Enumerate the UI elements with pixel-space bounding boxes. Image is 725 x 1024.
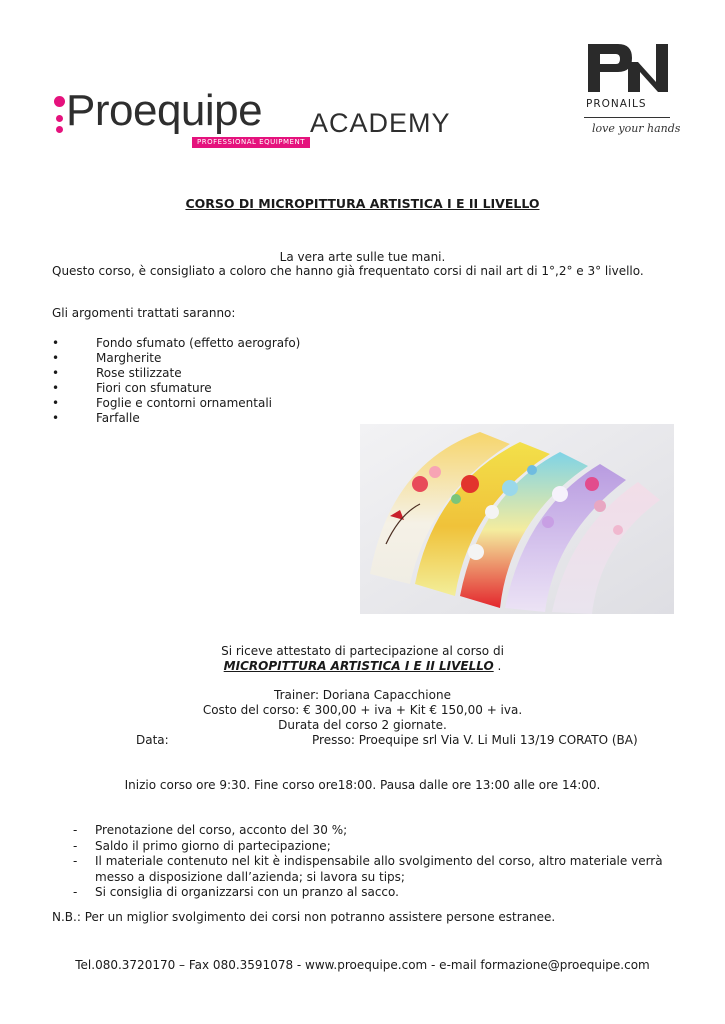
list-item: • Margherite (52, 351, 300, 366)
list-item: - Saldo il primo giorno di partecipazione; (52, 839, 672, 855)
certificate-line: Si riceve attestato di partecipazione al corso di (221, 644, 504, 658)
nail-art-photo (360, 424, 674, 614)
list-item: • Rose stilizzate (52, 366, 300, 381)
partner-tagline: love your hands (592, 122, 681, 135)
intro-line-1: La vera arte sulle tue mani. (279, 250, 446, 264)
partner-divider (584, 117, 670, 118)
date-label: Data: (136, 733, 169, 747)
pronails-logo (584, 40, 681, 144)
list-item: • Foglie e contorni ornamentali (52, 396, 300, 411)
proequipe-academy-logo (52, 86, 452, 152)
course-name-suffix: . (493, 659, 502, 673)
nb-note: N.B.: Per un miglior svolgimento dei corsi non potranno assistere persone estranee. (52, 910, 556, 924)
page-title: CORSO DI MICROPITTURA ARTISTICA I E II LIVELLO (185, 196, 540, 211)
schedule-line: Inizio corso ore 9:30. Fine corso ore18:00. Pausa dalle ore 13:00 alle ore 14:00. (124, 778, 601, 792)
certificate-course (0, 659, 725, 673)
list-item: • Fiori con sfumature (52, 381, 300, 396)
partner-name: PRONAILS (586, 98, 647, 110)
logo-dots-icon (52, 96, 66, 136)
footer-contacts: Tel.080.3720170 – Fax 080.3591078 - www.proequipe.com - e-mail formazione@proequipe.com (75, 958, 650, 972)
cost-line: Costo del corso: € 300,00 + iva + Kit € 150,00 + iva. (202, 703, 523, 717)
logo-academy-word: ACADEMY (310, 108, 451, 138)
list-item: • Farfalle (52, 411, 300, 426)
list-item: • Fondo sfumato (effetto aerografo) (52, 336, 300, 351)
location-line: Presso: Proequipe srl Via V. Li Muli 13/19 CORATO (BA) (312, 733, 638, 747)
trainer-line: Trainer: Doriana Capacchione (274, 688, 451, 702)
list-item: - Si consiglia di organizzarsi con un pranzo al sacco. (52, 885, 672, 901)
duration-line: Durata del corso 2 giornate. (278, 718, 447, 732)
list-item: - Prenotazione del corso, acconto del 30 %; (52, 823, 672, 839)
intro-line-2: Questo corso, è consigliato a coloro che hanno già frequentato corsi di nail art di 1°,2° e 3° livello. (52, 264, 644, 278)
topics-heading: Gli argomenti trattati saranno: (52, 306, 236, 320)
topics-list (52, 336, 300, 426)
course-name: MICROPITTURA ARTISTICA I E II LIVELLO (223, 659, 494, 673)
notes-list (52, 823, 672, 901)
logo-brand-bar: PROFESSIONAL EQUIPMENT (192, 137, 310, 148)
logo-brand-word: Proequipe (66, 86, 263, 135)
pn-monogram-icon (584, 40, 672, 96)
list-item: - Il materiale contenuto nel kit è indispensabile allo svolgimento del corso, altro materiale verrà messo a disposizione dall’azienda; si lavora su tips; (52, 854, 672, 885)
